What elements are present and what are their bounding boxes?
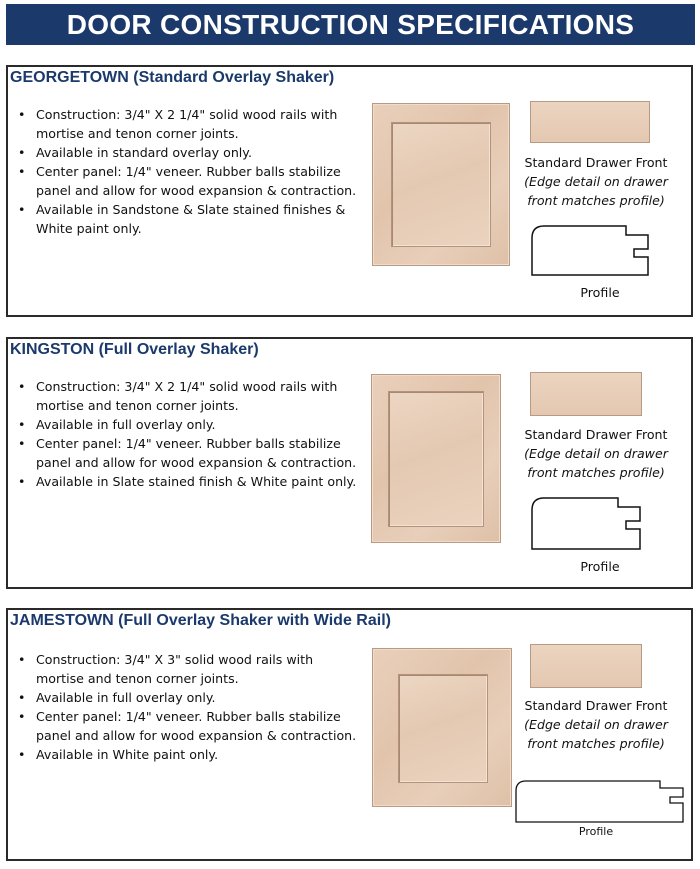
drawer-front-image <box>530 372 642 416</box>
list-item: • Available in White paint only. <box>12 745 357 764</box>
drawer-front-image <box>530 101 650 143</box>
profile-label: Profile <box>580 285 620 300</box>
drawer-note: front matches profile) <box>527 193 665 208</box>
list-item: • Center panel: 1/4" veneer. Rubber balls stabilize panel and allow for wood expansion & contraction. <box>12 707 357 745</box>
drawer-front-image <box>530 644 642 688</box>
section-georgetown <box>6 65 693 317</box>
list-item: • Available in full overlay only. <box>12 415 357 434</box>
profile-diagram <box>530 497 644 551</box>
spec-list <box>12 377 357 491</box>
drawer-note: (Edge detail on drawer <box>524 446 668 461</box>
spec-list <box>12 650 357 764</box>
drawer-caption <box>516 153 676 210</box>
drawer-caption <box>516 696 676 753</box>
drawer-label: Standard Drawer Front <box>524 427 668 442</box>
list-item: • Available in full overlay only. <box>12 688 357 707</box>
profile-diagram <box>514 780 686 824</box>
door-image <box>371 374 501 543</box>
drawer-note: front matches profile) <box>527 736 665 751</box>
list-item: • Available in Sandstone & Slate stained finishes & White paint only. <box>12 200 357 238</box>
section-jamestown <box>6 608 693 861</box>
section-title: GEORGETOWN (Standard Overlay Shaker) <box>10 69 335 86</box>
door-center-panel <box>398 674 488 783</box>
list-item: • Construction: 3/4" X 3" solid wood rails with mortise and tenon corner joints. <box>12 650 357 688</box>
list-item: • Center panel: 1/4" veneer. Rubber balls stabilize panel and allow for wood expansion & contraction. <box>12 434 357 472</box>
section-title: KINGSTON (Full Overlay Shaker) <box>10 341 259 358</box>
profile-label: Profile <box>578 825 614 838</box>
list-item: • Center panel: 1/4" veneer. Rubber balls stabilize panel and allow for wood expansion & contraction. <box>12 162 357 200</box>
door-center-panel <box>388 391 484 527</box>
list-item: • Construction: 3/4" X 2 1/4" solid wood rails with mortise and tenon corner joints. <box>12 105 357 143</box>
section-title: JAMESTOWN (Full Overlay Shaker with Wide Rail) <box>10 612 391 629</box>
door-image <box>372 103 510 266</box>
page-title: DOOR CONSTRUCTION SPECIFICATIONS <box>6 4 695 45</box>
drawer-note: (Edge detail on drawer <box>524 174 668 189</box>
drawer-caption <box>516 425 676 482</box>
list-item: • Construction: 3/4" X 2 1/4" solid wood rails with mortise and tenon corner joints. <box>12 377 357 415</box>
list-item: • Available in Slate stained finish & White paint only. <box>12 472 357 491</box>
list-item: • Available in standard overlay only. <box>12 143 357 162</box>
profile-diagram <box>530 225 654 277</box>
drawer-label: Standard Drawer Front <box>524 698 668 713</box>
drawer-note: front matches profile) <box>527 465 665 480</box>
door-center-panel <box>391 122 491 247</box>
profile-label: Profile <box>580 559 620 574</box>
spec-list <box>12 105 357 238</box>
drawer-note: (Edge detail on drawer <box>524 717 668 732</box>
section-kingston <box>6 337 693 589</box>
drawer-label: Standard Drawer Front <box>524 155 668 170</box>
door-image <box>372 648 512 807</box>
